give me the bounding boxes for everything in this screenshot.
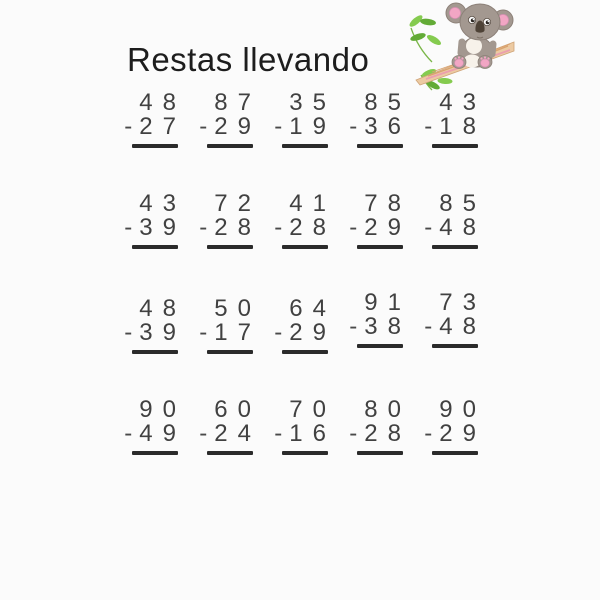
answer-line: [132, 144, 178, 148]
subtrahend: 28: [289, 214, 336, 241]
subtrahend: 49: [139, 420, 186, 447]
problem: [420, 89, 486, 148]
subtrahend: 39: [139, 319, 186, 346]
subtrahend-line: [124, 420, 186, 447]
minuend: 43: [439, 89, 486, 116]
minus-sign: -: [124, 420, 133, 447]
koala-icon: [446, 3, 513, 69]
minuend: 80: [364, 396, 411, 423]
answer-line: [357, 144, 403, 148]
subtrahend: 48: [439, 214, 486, 241]
answer-line: [132, 245, 178, 249]
minuend: 90: [139, 396, 186, 423]
minuend: 41: [289, 190, 336, 217]
minus-sign: -: [199, 319, 208, 346]
subtrahend: 29: [289, 319, 336, 346]
subtrahend: 39: [139, 214, 186, 241]
answer-line: [357, 344, 403, 348]
subtrahend: 29: [364, 214, 411, 241]
subtrahend: 16: [289, 420, 336, 447]
subtrahend-line: [424, 214, 486, 241]
answer-line: [207, 451, 253, 455]
minuend: 70: [289, 396, 336, 423]
minuend: 48: [139, 295, 186, 322]
minuend: 85: [364, 89, 411, 116]
subtrahend-line: [274, 319, 336, 346]
subtrahend-line: [199, 420, 261, 447]
problem-row-3: [120, 289, 486, 354]
koala-on-branch-icon: [398, 0, 528, 100]
problem: [345, 289, 411, 348]
problem: [195, 89, 261, 148]
subtrahend-line: [349, 420, 411, 447]
minus-sign: -: [349, 420, 358, 447]
problem: [195, 396, 261, 455]
koala-foot-right: [478, 56, 492, 69]
problem: [345, 396, 411, 455]
subtrahend: 28: [364, 420, 411, 447]
minus-sign: -: [274, 214, 283, 241]
minuend: 85: [439, 190, 486, 217]
minus-sign: -: [424, 313, 433, 340]
subtrahend: 36: [364, 113, 411, 140]
subtrahend-line: [274, 420, 336, 447]
subtrahend: 27: [139, 113, 186, 140]
problem: [345, 190, 411, 249]
subtrahend-line: [199, 319, 261, 346]
minus-sign: -: [349, 313, 358, 340]
problem: [270, 295, 336, 354]
problem: [120, 295, 186, 354]
minus-sign: -: [424, 113, 433, 140]
minus-sign: -: [349, 113, 358, 140]
subtrahend-line: [199, 214, 261, 241]
koala-illustration: [398, 0, 528, 100]
problem: [195, 190, 261, 249]
problem: [420, 289, 486, 348]
answer-line: [432, 451, 478, 455]
minuend: 91: [364, 289, 411, 316]
subtrahend-line: [199, 113, 261, 140]
problem-row-2: [120, 190, 486, 249]
problem: [420, 396, 486, 455]
problem: [345, 89, 411, 148]
problem-row-1: [120, 89, 486, 148]
minus-sign: -: [424, 420, 433, 447]
minuend: 73: [439, 289, 486, 316]
subtrahend: 29: [214, 113, 261, 140]
minuend: 48: [139, 89, 186, 116]
minuend: 50: [214, 295, 261, 322]
answer-line: [207, 350, 253, 354]
answer-line: [282, 245, 328, 249]
minus-sign: -: [199, 420, 208, 447]
answer-line: [432, 245, 478, 249]
leaves-upper: [408, 13, 443, 47]
subtrahend-line: [274, 214, 336, 241]
subtrahend: 24: [214, 420, 261, 447]
minuend: 78: [364, 190, 411, 217]
problem: [120, 89, 186, 148]
minus-sign: -: [274, 113, 283, 140]
worksheet-title: Restas llevando: [127, 41, 370, 78]
subtrahend-line: [424, 113, 486, 140]
answer-line: [282, 350, 328, 354]
subtrahend-line: [349, 313, 411, 340]
subtrahend-line: [124, 113, 186, 140]
minuend: 64: [289, 295, 336, 322]
problem: [120, 190, 186, 249]
problem: [120, 396, 186, 455]
subtrahend: 18: [439, 113, 486, 140]
minus-sign: -: [199, 113, 208, 140]
minus-sign: -: [274, 420, 283, 447]
answer-line: [357, 451, 403, 455]
subtrahend-line: [424, 313, 486, 340]
answer-line: [132, 350, 178, 354]
answer-line: [207, 144, 253, 148]
minus-sign: -: [124, 319, 133, 346]
minus-sign: -: [124, 214, 133, 241]
answer-line: [282, 144, 328, 148]
subtrahend-line: [124, 319, 186, 346]
answer-line: [432, 144, 478, 148]
problem: [420, 190, 486, 249]
subtrahend: 19: [289, 113, 336, 140]
problem: [270, 190, 336, 249]
problem: [195, 295, 261, 354]
answer-line: [357, 245, 403, 249]
subtrahend: 48: [439, 313, 486, 340]
minuend: 35: [289, 89, 336, 116]
answer-line: [132, 451, 178, 455]
subtrahend: 17: [214, 319, 261, 346]
problem: [270, 396, 336, 455]
koala-foot-left: [452, 56, 466, 69]
minuend: 87: [214, 89, 261, 116]
subtrahend-line: [424, 420, 486, 447]
subtrahend-line: [349, 113, 411, 140]
minuend: 90: [439, 396, 486, 423]
minus-sign: -: [424, 214, 433, 241]
minus-sign: -: [274, 319, 283, 346]
subtrahend: 38: [364, 313, 411, 340]
subtrahend: 28: [214, 214, 261, 241]
minus-sign: -: [349, 214, 358, 241]
problem: [270, 89, 336, 148]
minuend: 72: [214, 190, 261, 217]
minus-sign: -: [199, 214, 208, 241]
subtrahend-line: [349, 214, 411, 241]
minuend: 60: [214, 396, 261, 423]
subtrahend: 29: [439, 420, 486, 447]
minus-sign: -: [124, 113, 133, 140]
answer-line: [432, 344, 478, 348]
answer-line: [282, 451, 328, 455]
answer-line: [207, 245, 253, 249]
minuend: 43: [139, 190, 186, 217]
subtrahend-line: [274, 113, 336, 140]
subtrahend-line: [124, 214, 186, 241]
problem-row-4: [120, 396, 486, 455]
